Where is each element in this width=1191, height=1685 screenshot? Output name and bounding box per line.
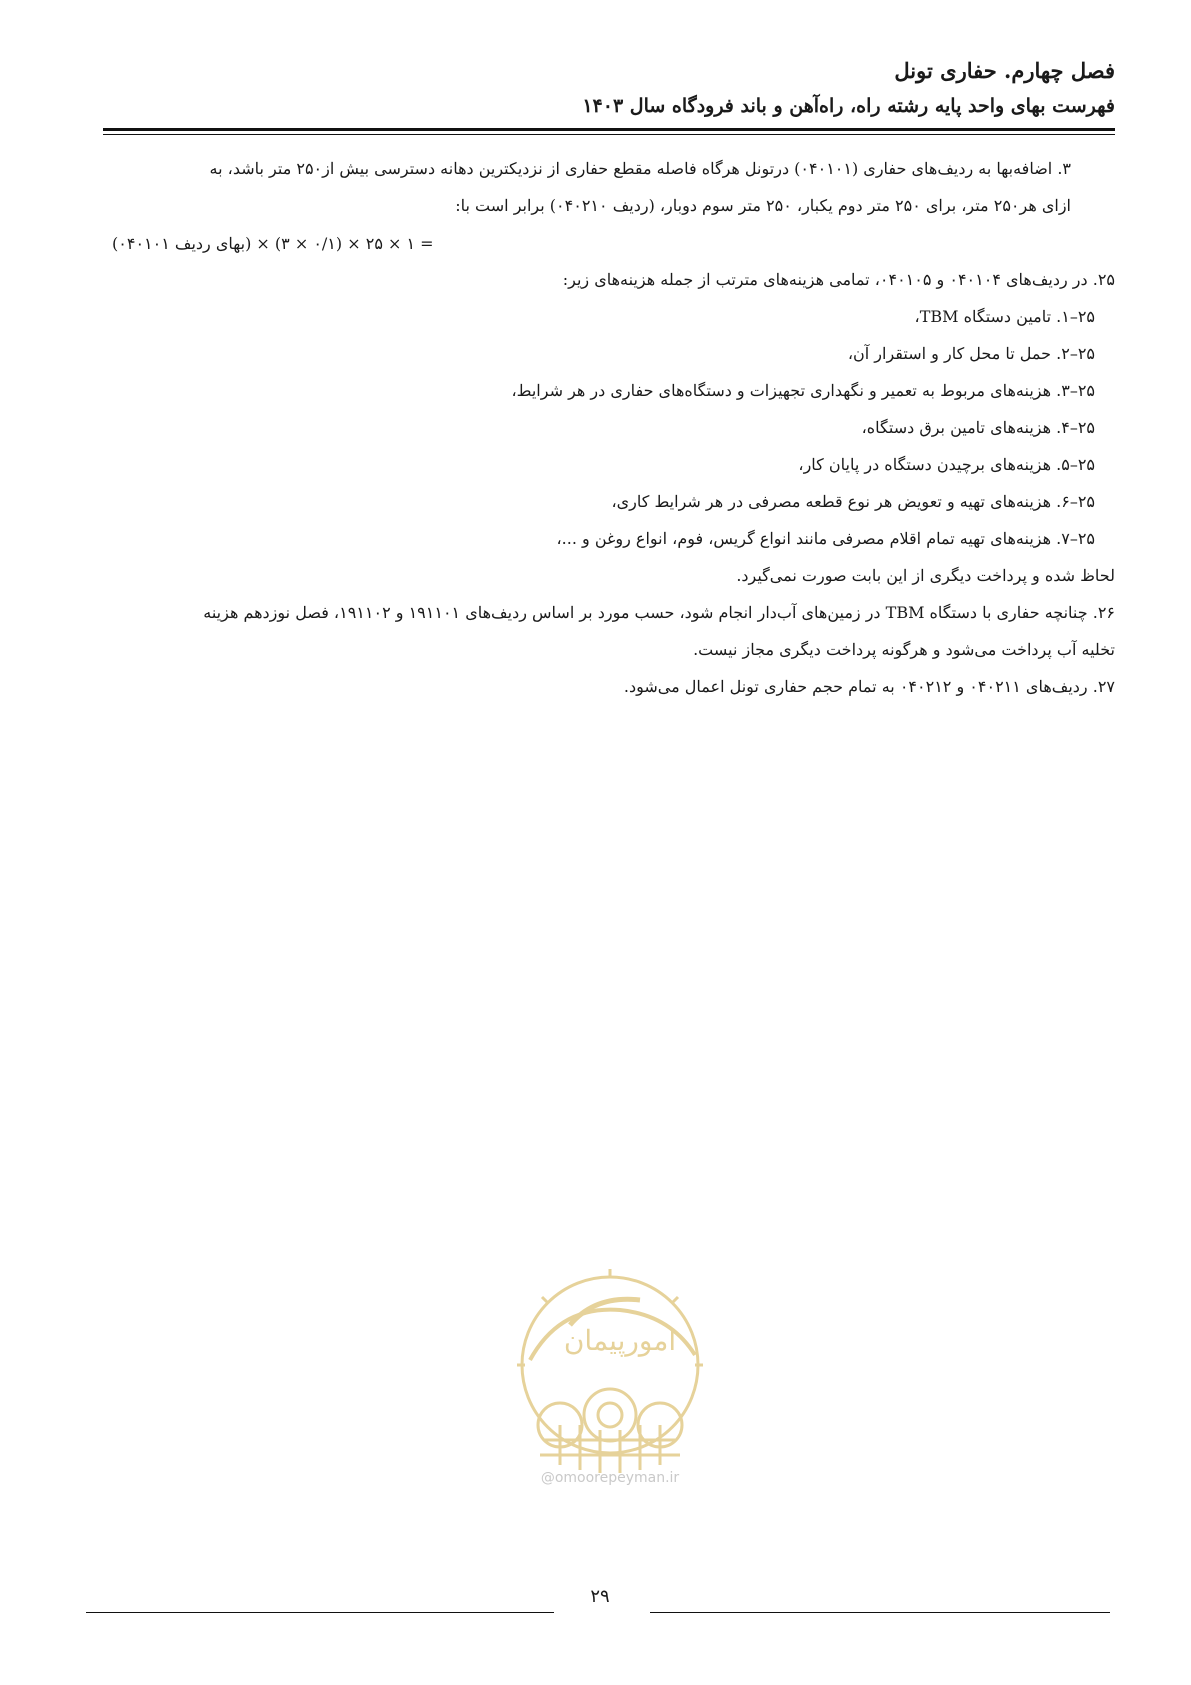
footer-rule-left — [86, 1612, 554, 1613]
header-rule-thick — [103, 128, 1115, 131]
paragraph-26-line-2: تخلیه آب پرداخت می‌شود و هرگونه پرداخت دیگری مجاز نیست. — [693, 640, 1115, 659]
page-number: ۲۹ — [590, 1586, 610, 1607]
list-item-25-2: ۲۵–۲. حمل تا محل کار و استقرار آن، — [847, 344, 1095, 363]
formula: = ۱ × ۲۵ × (۰/۱ × ۳) × (بهای ردیف ۰۴۰۱۰۱) — [112, 234, 434, 253]
watermark-url: @omoorepeyman.ir — [540, 1470, 680, 1486]
document-subtitle: فهرست بهای واحد پایه رشته راه، راه‌آهن و باند فرودگاه سال ۱۴۰۳ — [582, 95, 1115, 117]
paragraph-3-line-1: ۳. اضافه‌بها به ردیف‌های حفاری (۰۴۰۱۰۱) درتونل هرگاه فاصله مقطع حفاری از نزدیکترین دهانه دسترسی بیش از۲۵۰ متر باشد، به — [209, 159, 1071, 178]
footer-rule-right — [650, 1612, 1110, 1613]
list-item-25-1: ۲۵–۱. تامین دستگاه TBM، — [914, 307, 1095, 326]
paragraph-25-closing: لحاظ شده و پرداخت دیگری از این بابت صورت نمی‌گیرد. — [736, 566, 1115, 585]
list-item-25-4: ۲۵–۴. هزینه‌های تامین برق دستگاه، — [861, 418, 1095, 437]
watermark-logo — [500, 1265, 720, 1485]
gear-logo-icon — [500, 1265, 720, 1485]
paragraph-27: ۲۷. ردیف‌های ۰۴۰۲۱۱ و ۰۴۰۲۱۲ به تمام حجم حفاری تونل اعمال می‌شود. — [623, 677, 1115, 696]
paragraph-25-intro: ۲۵. در ردیف‌های ۰۴۰۱۰۴ و ۰۴۰۱۰۵، تمامی هزینه‌های مترتب از جمله هزینه‌های زیر: — [562, 270, 1115, 289]
paragraph-26-line-1: ۲۶. چنانچه حفاری با دستگاه TBM در زمین‌های آب‌دار انجام شود، حسب مورد بر اساس ردیف‌های ۱۹۱۱۰۱ و ۱۹۱۱۰۲، فصل نوزدهم هزینه — [203, 603, 1115, 622]
list-item-25-6: ۲۵–۶. هزینه‌های تهیه و تعویض هر نوع قطعه مصرفی در هر شرایط کاری، — [611, 492, 1095, 511]
paragraph-3-line-2: ازای هر۲۵۰ متر، برای ۲۵۰ متر دوم یکبار، ۲۵۰ متر سوم دوبار، (ردیف ۰۴۰۲۱۰) برابر است با: — [455, 196, 1071, 215]
svg-text:امورپیمان: امورپیمان — [563, 1324, 677, 1357]
list-item-25-7: ۲۵–۷. هزینه‌های تهیه تمام اقلام مصرفی مانند انواع گریس، فوم، انواع روغن و ...، — [556, 529, 1095, 548]
list-item-25-3: ۲۵–۳. هزینه‌های مربوط به تعمیر و نگهداری تجهیزات و دستگاه‌های حفاری در هر شرایط، — [511, 381, 1095, 400]
list-item-25-5: ۲۵–۵. هزینه‌های برچیدن دستگاه در پایان کار، — [798, 455, 1095, 474]
chapter-title: فصل چهارم. حفاری تونل — [894, 58, 1115, 83]
header-rule-thin — [103, 134, 1115, 135]
